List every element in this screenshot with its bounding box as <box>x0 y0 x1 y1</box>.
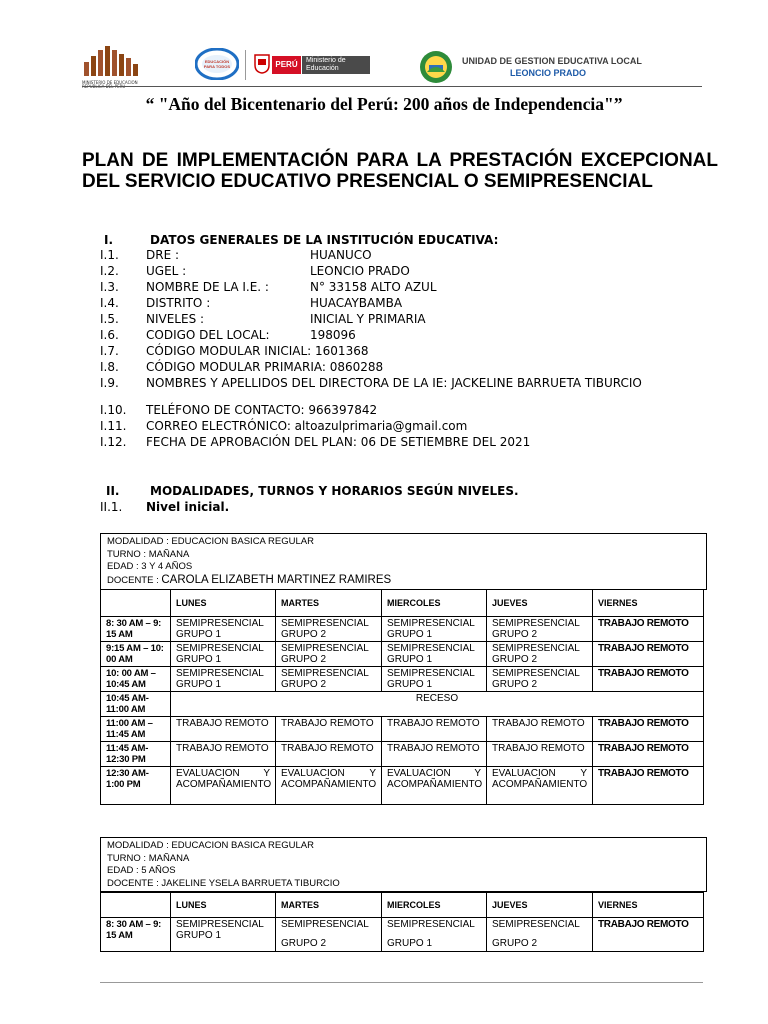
row-label: NIVELES : <box>146 312 205 326</box>
row-number: I.2. <box>100 264 119 278</box>
docente-row <box>107 574 700 588</box>
recess-cell: RECESO <box>171 692 704 717</box>
header-divider <box>245 50 246 80</box>
schedule-cell: SEMIPRESENCIAL GRUPO 2 <box>276 617 382 642</box>
page-title: PLAN DE IMPLEMENTACIÓN PARA LA PRESTACIÓN EXCEPCIONAL DEL SERVICIO EDUCATIVO PRESENCIAL O SEMIPRESENCIAL <box>82 150 718 192</box>
schedule-cell: SEMIPRESENCIAL GRUPO 2 <box>487 667 593 692</box>
schedule-cell: TRABAJO REMOTO <box>487 742 593 767</box>
row-number: I.5. <box>100 312 119 326</box>
peru-shield-logo <box>254 54 270 74</box>
modalidad-text: MODALIDAD : EDUCACION BASICA REGULAR <box>107 840 314 851</box>
schedule-cell: SEMIPRESENCIAL GRUPO 1 <box>171 617 276 642</box>
schedule-cell: EVALUACION Y ACOMPAÑAMIENTO <box>382 767 487 805</box>
day-header-miercoles: MIERCOLES <box>382 590 487 617</box>
bottom-rule <box>100 982 703 983</box>
row-number: I.11. <box>100 419 127 433</box>
schedule-cell-remoto: TRABAJO REMOTO <box>593 617 704 642</box>
row-label: CÓDIGO MODULAR INICIAL: 1601368 <box>146 344 369 358</box>
schedule-cell <box>171 918 276 952</box>
time-cell: 8: 30 AM – 9: 15 AM <box>101 918 171 952</box>
row-value: LEONCIO PRADO <box>310 264 410 278</box>
corner-cell <box>101 590 171 617</box>
time-cell: 10: 00 AM – 10:45 AM <box>101 667 171 692</box>
schedule-cell: SEMIPRESENCIAL GRUPO 1 <box>171 667 276 692</box>
peru-label-box <box>272 56 301 74</box>
schedule-cell <box>487 918 593 952</box>
row-value: HUANUCO <box>310 248 372 262</box>
row-label: CODIGO DEL LOCAL: <box>146 328 270 342</box>
badge-text: EDUCACIÓN PARA TODOS <box>203 59 231 69</box>
row-label: FECHA DE APROBACIÓN DEL PLAN: 06 DE SETIEMBRE DEL 2021 <box>146 435 531 449</box>
minedu-building-logo <box>82 44 140 84</box>
section2-title: MODALIDADES, TURNOS Y HORARIOS SEGÚN NIVELES. <box>150 484 519 498</box>
ministerio-label: Ministerio de Educación <box>306 57 346 72</box>
peru-label: PERÚ <box>275 60 298 69</box>
row-number: I.1. <box>100 248 119 262</box>
table-row <box>101 642 704 667</box>
schedule-cell: TRABAJO REMOTO <box>171 717 276 742</box>
schedule-cell: TRABAJO REMOTO <box>171 742 276 767</box>
section2-sub-title: Nivel inicial. <box>146 500 230 514</box>
row-label: UGEL : <box>146 264 187 278</box>
schedule-cell-remoto: TRABAJO REMOTO <box>593 667 704 692</box>
row-label: CÓDIGO MODULAR PRIMARIA: 0860288 <box>146 360 384 374</box>
row-label: NOMBRES Y APELLIDOS DEL DIRECTORA DE LA IE: JACKELINE BARRUETA TIBURCIO <box>146 376 642 390</box>
cell-line: SEMIPRESENCIAL <box>281 919 369 930</box>
table-row <box>101 617 704 642</box>
row-number: I.12. <box>100 435 127 449</box>
edad-text: EDAD : 5 AÑOS <box>107 865 176 876</box>
schedule-cell: EVALUACION Y ACOMPAÑAMIENTO <box>487 767 593 805</box>
peru-shield-icon <box>254 54 270 74</box>
cell-line: SEMIPRESENCIAL <box>492 919 580 930</box>
row-value: N° 33158 ALTO AZUL <box>310 280 437 294</box>
section1-title: DATOS GENERALES DE LA INSTITUCIÓN EDUCATIVA: <box>150 233 499 247</box>
schedule-cell: SEMIPRESENCIAL GRUPO 1 <box>382 617 487 642</box>
section2-sub-number: II.1. <box>100 500 123 514</box>
time-cell: 10:45 AM- 11:00 AM <box>101 692 171 717</box>
section2-number: II. <box>106 484 120 498</box>
cell-line: GRUPO 1 <box>387 938 433 949</box>
row-number: I.9. <box>100 376 119 390</box>
cell-line: SEMIPRESENCIAL <box>387 919 475 930</box>
building-bars-icon <box>82 44 140 76</box>
table-row <box>101 692 704 717</box>
day-header-lunes: LUNES <box>171 893 276 918</box>
year-motto: “ "Año del Bicentenario del Perú: 200 años de Independencia"” <box>145 94 623 114</box>
time-cell: 11:00 AM – 11:45 AM <box>101 717 171 742</box>
schedule-table-1 <box>100 589 704 805</box>
cell-line: GRUPO 1 <box>176 930 222 941</box>
row-label: CORREO ELECTRÓNICO: altoazulprimaria@gmail.com <box>146 419 468 433</box>
schedule-cell: SEMIPRESENCIAL GRUPO 1 <box>171 642 276 667</box>
schedule-cell: SEMIPRESENCIAL GRUPO 2 <box>487 617 593 642</box>
cell-line: GRUPO 2 <box>492 938 538 949</box>
row-number: I.8. <box>100 360 119 374</box>
schedule-cell: SEMIPRESENCIAL GRUPO 2 <box>276 667 382 692</box>
schedule-cell: TRABAJO REMOTO <box>382 742 487 767</box>
modalidad-text: MODALIDAD : EDUCACION BASICA REGULAR <box>107 536 314 547</box>
docente-name: CAROLA ELIZABETH MARTINEZ RAMIRES <box>161 573 392 586</box>
schedule-cell: TRABAJO REMOTO <box>382 717 487 742</box>
schedule-table-2 <box>100 892 704 952</box>
ugel-title: UNIDAD DE GESTION EDUCATIVA LOCAL <box>462 56 642 66</box>
schedule-cell: SEMIPRESENCIAL GRUPO 1 <box>382 667 487 692</box>
day-header-viernes: VIERNES <box>593 893 704 918</box>
schedule-cell: TRABAJO REMOTO <box>487 717 593 742</box>
time-cell: 12:30 AM- 1:00 PM <box>101 767 171 805</box>
schedule-cell: SEMIPRESENCIAL GRUPO 1 <box>382 642 487 667</box>
row-number: I.6. <box>100 328 119 342</box>
day-header-jueves: JUEVES <box>487 893 593 918</box>
schedule-cell-remoto: TRABAJO REMOTO <box>593 717 704 742</box>
schedule-cell: TRABAJO REMOTO <box>276 742 382 767</box>
info-box-inicial-5 <box>100 837 707 892</box>
schedule-cell-remoto: TRABAJO REMOTO <box>593 642 704 667</box>
schedule-cell: EVALUACION Y ACOMPAÑAMIENTO <box>171 767 276 805</box>
row-number: I.4. <box>100 296 119 310</box>
row-label: DRE : <box>146 248 180 262</box>
schedule-cell: SEMIPRESENCIAL GRUPO 2 <box>487 642 593 667</box>
row-number: I.3. <box>100 280 119 294</box>
time-cell: 8: 30 AM – 9: 15 AM <box>101 617 171 642</box>
row-number: I.7. <box>100 344 119 358</box>
schedule-cell: TRABAJO REMOTO <box>276 717 382 742</box>
row-value: HUACAYBAMBA <box>310 296 403 310</box>
docente-text: DOCENTE : JAKELINE YSELA BARRUETA TIBURCIO <box>107 877 340 889</box>
row-value: 198096 <box>310 328 356 342</box>
corner-cell <box>101 893 171 918</box>
day-header-martes: MARTES <box>276 893 382 918</box>
ugel-seal-logo <box>419 50 453 84</box>
table-row <box>101 742 704 767</box>
info-box-inicial-3-4 <box>100 533 707 590</box>
education-badge-logo <box>195 48 239 80</box>
minedu-small-text: MINISTERIO DE EDUCACION <box>82 80 138 85</box>
time-cell: 11:45 AM- 12:30 PM <box>101 742 171 767</box>
header-rule <box>82 86 702 87</box>
day-header-martes: MARTES <box>276 590 382 617</box>
day-header-miercoles: MIERCOLES <box>382 893 487 918</box>
ugel-seal-icon <box>419 50 453 84</box>
table-row <box>101 667 704 692</box>
day-header-jueves: JUEVES <box>487 590 593 617</box>
section1-number: I. <box>104 233 114 247</box>
day-header-viernes: VIERNES <box>593 590 704 617</box>
row-value: INICIAL Y PRIMARIA <box>310 312 426 326</box>
cell-line: GRUPO 2 <box>281 938 327 949</box>
schedule-cell-remoto: TRABAJO REMOTO <box>593 767 704 805</box>
day-header-lunes: LUNES <box>171 590 276 617</box>
schedule-cell-remoto: TRABAJO REMOTO <box>593 742 704 767</box>
row-number: I.10. <box>100 403 127 417</box>
schedule-cell <box>276 918 382 952</box>
schedule-cell-remoto: TRABAJO REMOTO <box>593 918 704 952</box>
row-label: NOMBRE DE LA I.E. : <box>146 280 269 294</box>
row-label: TELÉFONO DE CONTACTO: 966397842 <box>146 403 378 417</box>
turno-text: TURNO : MAÑANA <box>107 852 190 864</box>
time-cell: 9:15 AM – 10: 00 AM <box>101 642 171 667</box>
ugel-subtitle: LEONCIO PRADO <box>510 68 587 78</box>
docente-label: DOCENTE : <box>107 574 162 586</box>
table-row <box>101 767 704 805</box>
cell-line: SEMIPRESENCIAL <box>176 919 264 930</box>
edad-text: EDAD : 3 Y 4 AÑOS <box>107 561 193 572</box>
ministerio-label-box <box>302 56 370 74</box>
schedule-cell <box>382 918 487 952</box>
schedule-cell: SEMIPRESENCIAL GRUPO 2 <box>276 642 382 667</box>
row-label: DISTRITO : <box>146 296 211 310</box>
turno-text: TURNO : MAÑANA <box>107 548 190 560</box>
table-row <box>101 717 704 742</box>
schedule-cell: EVALUACION Y ACOMPAÑAMIENTO <box>276 767 382 805</box>
